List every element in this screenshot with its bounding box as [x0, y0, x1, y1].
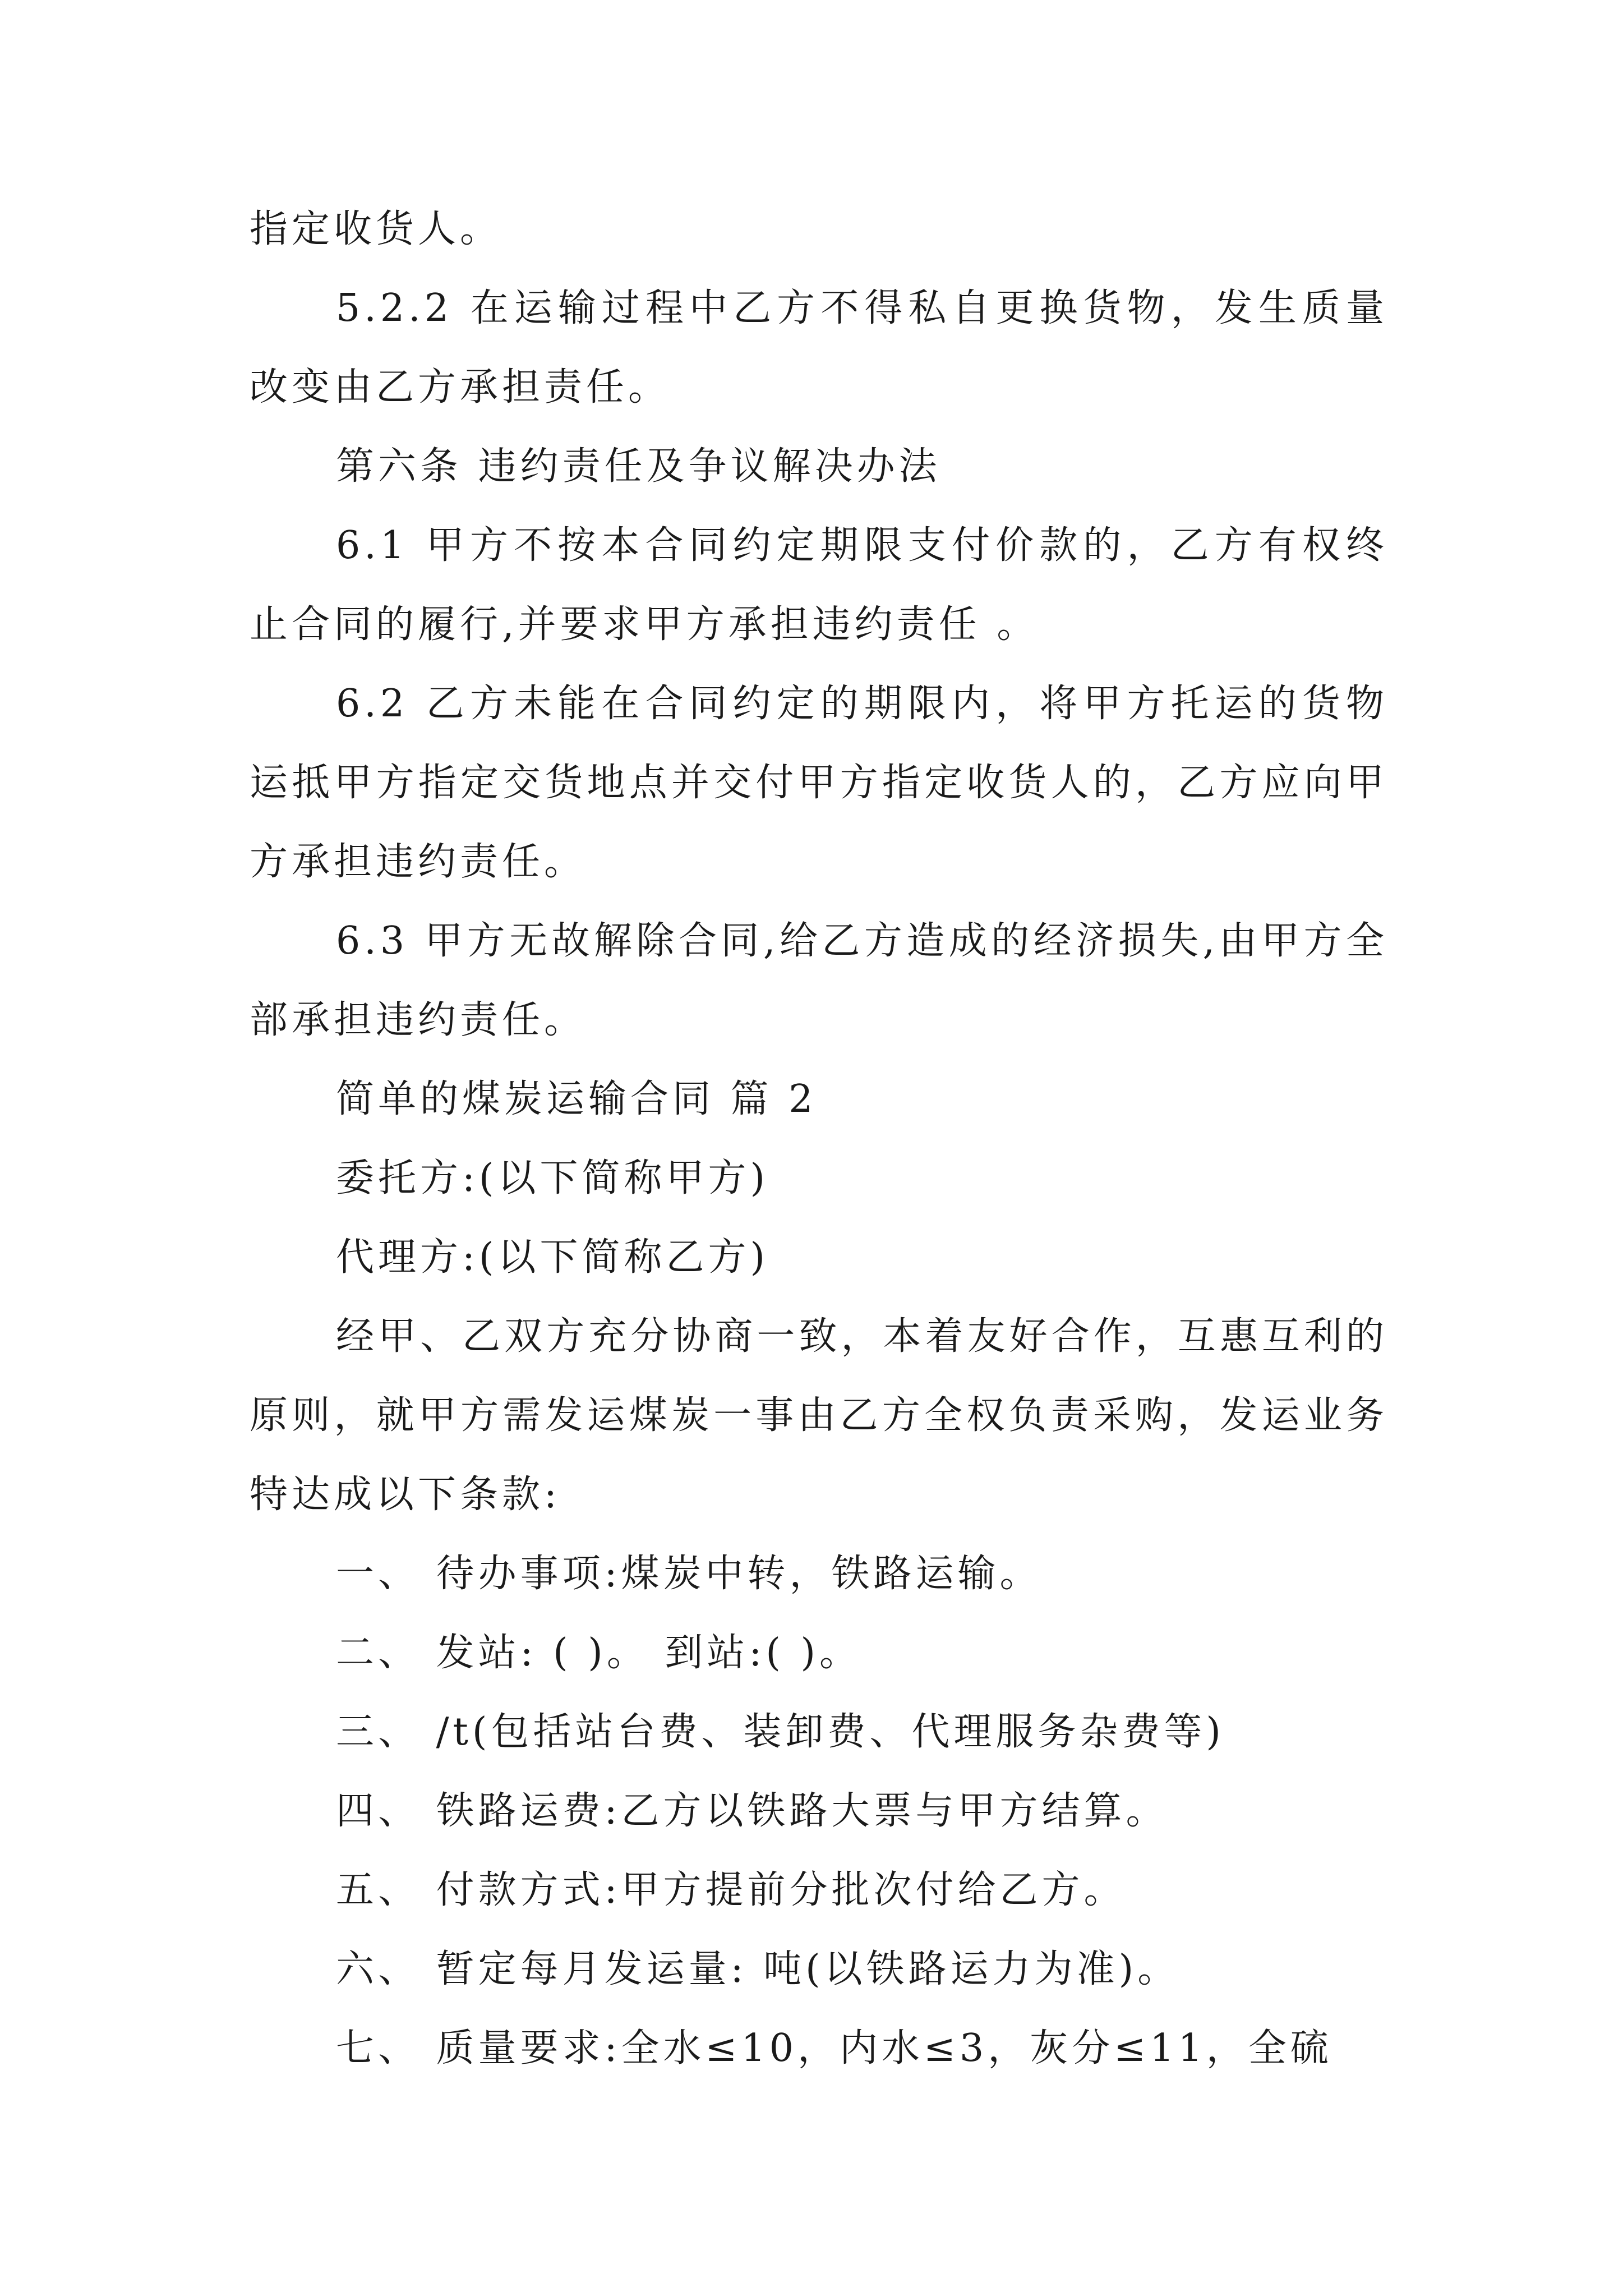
- item-3-fees: 三、 /t(包括站台费、装卸费、代理服务杂费等): [336, 1710, 1225, 1754]
- paragraph-principal: 委托方:(以下简称甲方): [336, 1156, 769, 1200]
- paragraph-preamble: 经甲、乙双方充分协商一致，本着友好合作，互惠互利的原则，就甲方需发运煤炭一事由乙方全权负责采购，发运业务特达成以下条款:: [250, 1314, 1388, 1517]
- paragraph-clause-5-2-2: 5.2.2 在运输过程中乙方不得私自更换货物，发生质量改变由乙方承担责任。: [250, 286, 1388, 409]
- paragraph-clause-6-3: 6.3 甲方无故解除合同,给乙方造成的经济损失,由甲方全部承担违约责任。: [250, 919, 1388, 1042]
- item-2-stations: 二、 发站: ( )。 到站:( )。: [336, 1631, 862, 1675]
- item-4-railway-freight: 四、 铁路运费:乙方以铁路大票与甲方结算。: [336, 1789, 1168, 1833]
- item-7-quality: 七、 质量要求:全水≤10，内水≤3，灰分≤11，全硫: [336, 2026, 1332, 2070]
- item-6-monthly-volume: 六、 暂定每月发运量: 吨(以铁路运力为准)。: [336, 1947, 1180, 1991]
- item-5-payment: 五、 付款方式:甲方提前分批次付给乙方。: [336, 1868, 1126, 1912]
- document-body: [250, 190, 1388, 2088]
- paragraph-agent: 代理方:(以下简称乙方): [336, 1235, 769, 1280]
- heading-contract-part-2: 简单的煤炭运输合同 篇 2: [336, 1077, 817, 1121]
- paragraph-clause-6-2: 6.2 乙方未能在合同约定的期限内，将甲方托运的货物运抵甲方指定交货地点并交付甲方指定收货人的，乙方应向甲方承担违约责任。: [250, 682, 1388, 884]
- heading-article-6: 第六条 违约责任及争议解决办法: [336, 444, 941, 489]
- paragraph-consignee-end: 指定收货人。: [250, 207, 502, 251]
- paragraph-clause-6-1: 6.1 甲方不按本合同约定期限支付价款的，乙方有权终止合同的履行,并要求甲方承担违约责任 。: [250, 523, 1388, 647]
- item-1-pending-matters: 一、 待办事项:煤炭中转，铁路运输。: [336, 1552, 1042, 1596]
